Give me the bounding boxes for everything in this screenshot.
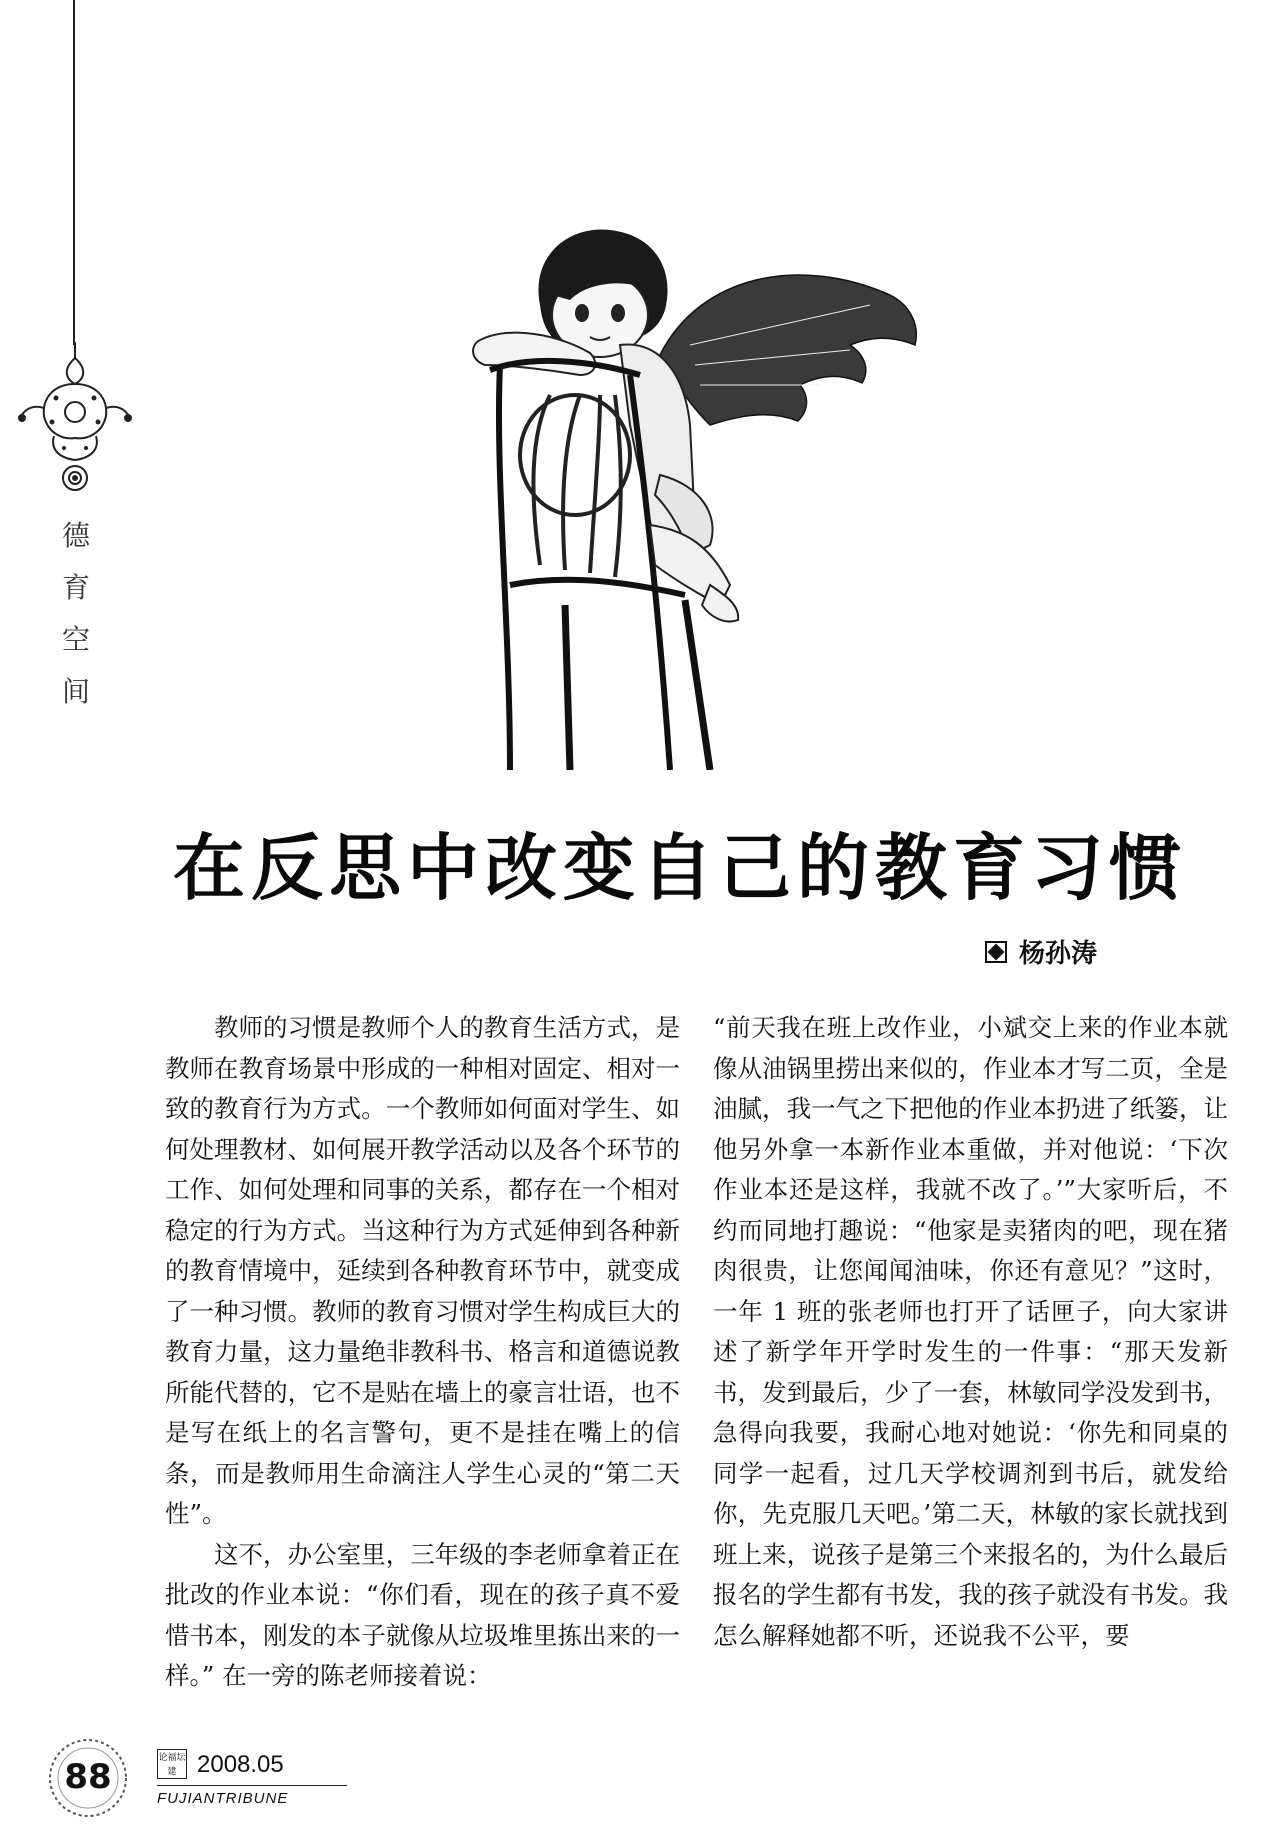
paragraph: 教师的习惯是教师个人的教育生活方式，是教师在教育场景中形成的一种相对固定、相对一致的教育行为方式。一个教师如何面对学生、如何处理教材、如何展开教学活动以及各个环节的工作、如何处理和同事的关系，都存在一个相对稳定的行为方式。当这种行为方式延伸到各种新的教育情境中，延续到各种教育环节中，就变成了一种习惯。教师的教育习惯对学生构成巨大的教育力量，这力量绝非教科书、格言和道德说教所能代替的，它不是贴在墙上的豪言壮语，也不是写在纸上的名言警句，更不是挂在嘴上的信条，而是教师用生命滴注人学生心灵的“第二天性”。	[165, 1013, 680, 1528]
section-label-char: 间	[61, 675, 90, 708]
article-title: 在反思中改变自己的教育习惯	[172, 826, 1187, 910]
page-number: 88	[64, 1757, 112, 1797]
paragraph: 这不，办公室里，三年级的李老师拿着正在批改的作业本说：“你们看，现在的孩子真不爱惜书本，刚发的本子就像从垃圾堆里拣出来的一样。” 在一旁的陈老师接着说：	[165, 1539, 680, 1690]
author-name: 杨孙涛	[1019, 939, 1098, 969]
section-label	[58, 510, 94, 718]
section-label-char: 空	[61, 623, 90, 656]
decorative-side-line	[73, 0, 75, 345]
article-column-right	[713, 1008, 1228, 1656]
floral-ornament-icon	[14, 338, 136, 498]
section-label-char: 育	[61, 571, 90, 604]
angel-child-on-chair-illustration	[470, 225, 940, 770]
article-column-left	[165, 1008, 680, 1697]
publication-name: FUJIANTRIBUNE	[157, 1790, 289, 1807]
diamond-bullet-icon	[985, 941, 1007, 963]
page-footer	[45, 1735, 365, 1825]
paragraph: “前天我在班上改作业，小斌交上来的作业本就像从油锅里捞出来似的，作业本才写二页，全是油腻，我一气之下把他的作业本扔进了纸篓，让他另外拿一本新作业本重做，并对他说：‘下次作业本还是这样，我就不改了。’”大家听后，不约而同地打趣说：“他家是卖猪肉的吧，现在猪肉很贵，让您闻闻油味，你还有意见？”这时，一年 1 班的张老师也打开了话匣子，向大家讲述了新学年开学时发生的一件事：“那天发新书，发到最后，少了一套，林敏同学没发到书，急得向我要，我耐心地对她说：‘你先和同桌的同学一起看，过几天学校调剂到书后，就发给你，先克服几天吧。’第二天，林敏的家长就找到班上来，说孩子是第三个来报名的，为什么最后报名的学生都有书发，我的孩子就没有书发。我怎么解释她都不听，还说我不公平，要	[713, 1013, 1228, 1650]
magazine-logo: 论福坛建	[157, 1749, 187, 1779]
issue-date: 2008.05	[197, 1751, 284, 1778]
section-label-char: 德	[61, 519, 90, 552]
footer-divider	[157, 1785, 347, 1786]
byline	[985, 933, 1097, 970]
